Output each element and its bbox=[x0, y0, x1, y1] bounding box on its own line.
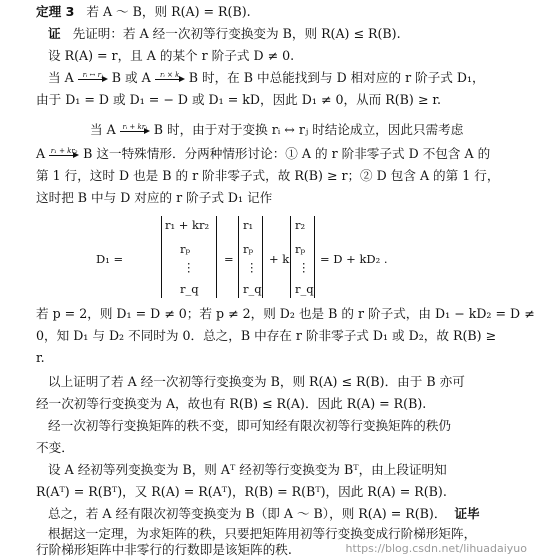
determinant-display bbox=[0, 214, 537, 304]
proof-label: 证 bbox=[48, 26, 61, 41]
det-rhs: = D + kD₂ . bbox=[320, 252, 388, 266]
swap-arrow-icon: rᵢ ↔ rⱼ bbox=[78, 71, 108, 83]
line6-part-a: A bbox=[36, 146, 46, 161]
summary-text: 总之，若 A 经有限次初等变换变为 B（即 A ～ B），则 R(A) = R(B)． bbox=[48, 506, 447, 521]
theorem-label: 定理 3 bbox=[36, 4, 75, 19]
m3-row-2: rₚ bbox=[295, 242, 306, 256]
proof-line-18 bbox=[48, 506, 480, 522]
proof-line-14: 经一次初等行变换矩阵的秩不变，即可知经有限次初等行变换矩阵的秩仍 bbox=[48, 418, 451, 433]
m2-row-4: r_q bbox=[243, 282, 262, 296]
proof-line-1 bbox=[48, 26, 401, 42]
proof-line-20: 行阶梯形矩阵中非零行的行数即是该矩阵的秩. bbox=[36, 542, 292, 557]
m1-row-4: r_q bbox=[180, 282, 199, 296]
det-plus-k: + k bbox=[269, 252, 290, 266]
proof-line-5 bbox=[90, 122, 463, 138]
proof-line-17: R(Aᵀ) = R(Bᵀ)，又 R(A) = R(Aᵀ)，R(B) = R(Bᵀ)，因此 R(A) = R(B). bbox=[36, 484, 447, 499]
proof-line-12: 以上证明了若 A 经一次初等行变换变为 B，则 R(A) ≤ R(B)．由于 B 亦可 bbox=[48, 374, 465, 389]
proof-line-16: 设 A 经初等列变换变为 B，则 Aᵀ 经初等行变换变为 Bᵀ，由上段证明知 bbox=[48, 462, 447, 477]
line3-part-a: 当 A bbox=[48, 70, 74, 85]
theorem-text: 若 A ～ B，则 R(A) = R(B). bbox=[86, 4, 251, 19]
m2-row-1: r₁ bbox=[243, 218, 254, 232]
scale-arrow-icon: rᵢ × k bbox=[155, 71, 185, 83]
proof-line-11: r. bbox=[36, 350, 45, 365]
det-eq: = bbox=[224, 252, 234, 266]
proof-line-4: 由于 D₁ = D 或 D₁ = − D 或 D₁ = kD，因此 D₁ ≠ 0，从而 R(B) ≥ r. bbox=[36, 92, 442, 107]
theorem-statement bbox=[36, 4, 251, 20]
proof-line-9: 若 p = 2，则 D₁ = D ≠ 0；若 p ≠ 2，则 D₂ 也是 B 的 r 阶子式，由 D₁ − kD₂ = D ≠ bbox=[36, 306, 535, 321]
m3-row-4: r_q bbox=[295, 282, 314, 296]
m2-row-3: ⋮ bbox=[246, 260, 258, 274]
proof-line-2: 设 R(A) = r，且 A 的某个 r 阶子式 D ≠ 0. bbox=[48, 48, 295, 63]
proof-line-8: 这时把 B 中与 D 对应的 r 阶子式 D₁ 记作 bbox=[36, 190, 273, 205]
m1-row-1: r₁ + kr₂ bbox=[165, 218, 210, 232]
proof-end-label: 证毕 bbox=[454, 506, 480, 521]
line5-part-a: 当 A bbox=[90, 122, 116, 137]
proof-line-6 bbox=[36, 146, 490, 162]
m1-row-2: rₚ bbox=[180, 242, 191, 256]
add-row-arrow-icon: rᵢ + krⱼ bbox=[120, 123, 150, 135]
m3-row-1: r₂ bbox=[295, 218, 306, 232]
line6-part-b: B 这一特殊情形．分两种情形讨论：① A 的 r 阶非零子式 D 不包含 A 的 bbox=[83, 146, 491, 161]
proof-line-19: 根据这一定理，为求矩阵的秩，只要把矩阵用初等行变换变成行阶梯形矩阵， bbox=[48, 526, 477, 541]
proof-line-15: 不变． bbox=[36, 440, 74, 455]
proof-line-13: 经一次初等行变换变为 A，故也有 R(B) ≤ R(A)．因此 R(A) = R(B). bbox=[36, 396, 427, 411]
line3-part-c: B 时，在 B 中总能找到与 D 相对应的 r 阶子式 D₁， bbox=[188, 70, 485, 85]
proof-line-3 bbox=[48, 70, 485, 86]
line5-part-b: B 时，由于对于变换 rᵢ ↔ rⱼ 时结论成立，因此只需考虑 bbox=[153, 122, 464, 137]
watermark: https://blog.csdn.net/lihuadaiyuo bbox=[345, 542, 527, 555]
m1-row-3: ⋮ bbox=[183, 260, 195, 274]
add-row12-arrow-icon: r₁ + kr₂ bbox=[49, 147, 79, 159]
line3-part-b: B 或 A bbox=[111, 70, 151, 85]
proof-line-7: 第 1 行，这时 D 也是 B 的 r 阶非零子式，故 R(B) ≥ r；② D 包含 A 的第 1 行， bbox=[36, 168, 500, 183]
proof-text-1: 先证明：若 A 经一次初等行变换变为 B，则 R(A) ≤ R(B). bbox=[72, 26, 401, 41]
det-lhs: D₁ = bbox=[96, 252, 124, 266]
proof-line-10: 0，知 D₁ 与 D₂ 不同时为 0．总之，B 中存在 r 阶非零子式 D₁ 或 D₂，故 R(B) ≥ bbox=[36, 328, 497, 343]
m3-row-3: ⋮ bbox=[298, 260, 310, 274]
m2-row-2: rₚ bbox=[243, 242, 254, 256]
